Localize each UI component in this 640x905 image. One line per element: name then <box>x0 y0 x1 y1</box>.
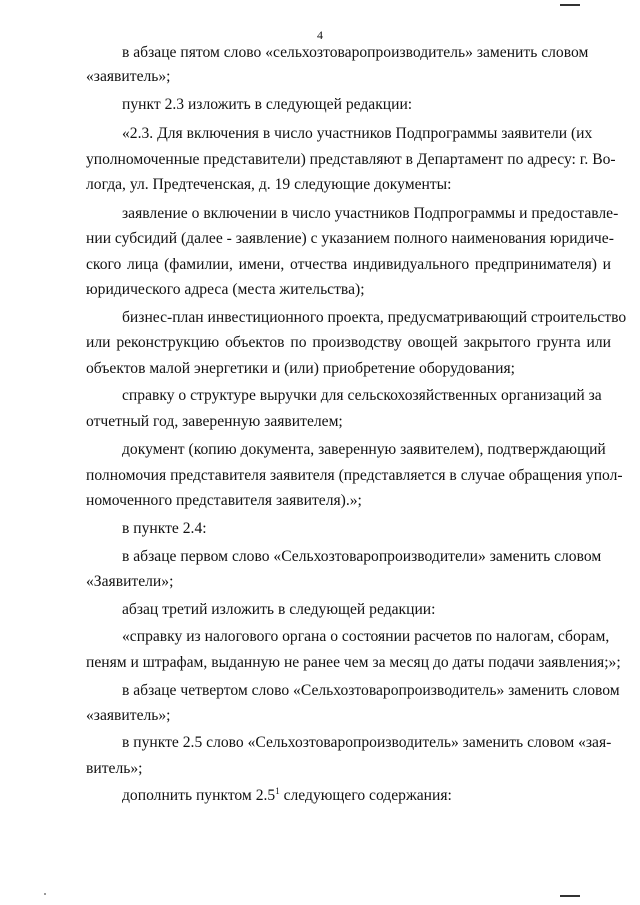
text-line: бизнес-план инвестиционного проекта, предусматривающий строительство <box>122 309 627 326</box>
text-line: документ (копию документа, заверенную заявителем), подтверждающий <box>122 441 606 458</box>
text-line: справку о структуре выручки для сельскохозяйственных организаций за <box>122 387 602 404</box>
text-line: пункт 2.3 изложить в следующей редакции: <box>122 96 413 113</box>
text-line: логда, ул. Предтеченская, д. 19 следующие документы: <box>86 176 452 193</box>
text-line: ского лица (фамилии, имени, отчества индивидуального предпринимателя) и <box>86 256 611 273</box>
text-fragment: дополнить пунктом 2.5 <box>122 787 276 804</box>
text-line: в пункте 2.4: <box>122 520 207 537</box>
text-line: юридического адреса (места жительства); <box>86 281 365 298</box>
text-line: объектов малой энергетики и (или) приобретение оборудования; <box>86 360 515 377</box>
text-line: витель»; <box>86 760 143 777</box>
text-line: заявление о включении в число участников Подпрограммы и предоставле- <box>122 205 619 222</box>
text-line: абзац третий изложить в следующей редакции: <box>122 601 436 618</box>
text-line: уполномоченные представители) представляют в Департамент по адресу: г. Во- <box>86 151 616 168</box>
text-line: или реконструкцию объектов по производству овощей закрытого грунта или <box>86 334 611 351</box>
text-line: «2.3. Для включения в число участников Подпрограммы заявители (их <box>122 125 593 142</box>
text-line: нии субсидий (далее - заявление) с указанием полного наименования юридиче- <box>86 230 614 247</box>
text-line: в абзаце первом слово «Сельхозтоваропроизводители» заменить словом <box>122 548 602 565</box>
text-line: отчетный год, заверенную заявителем; <box>86 413 343 430</box>
text-line: «справку из налогового органа о состоянии расчетов по налогам, сборам, <box>122 628 610 645</box>
scan-mark-top <box>560 0 580 6</box>
text-line: в абзаце пятом слово «сельхозтоваропроизводитель» заменить словом <box>122 44 589 61</box>
superscript: 1 <box>275 786 280 796</box>
text-line <box>122 787 452 805</box>
text-line: в абзаце четвертом слово «Сельхозтоваропроизводитель» заменить словом <box>122 682 620 699</box>
text-line: «заявитель»; <box>86 707 171 724</box>
text-fragment: следующего содержания: <box>279 787 452 804</box>
text-line: пеням и штрафам, выданную не ранее чем за месяц до даты подачи заявления;»; <box>86 654 621 671</box>
text-line: «Заявители»; <box>86 573 174 590</box>
text-line: «заявитель»; <box>86 68 171 85</box>
text-line: номоченного представителя заявителя).»; <box>86 492 362 509</box>
scan-dot-bottom <box>44 893 46 895</box>
page-number: 4 <box>317 28 323 42</box>
text-line: в пункте 2.5 слово «Сельхозтоваропроизводитель» заменить словом «зая- <box>122 734 612 751</box>
text-line: полномочия представителя заявителя (представляется в случае обращения упол- <box>86 467 623 484</box>
scan-mark-bottom <box>560 895 580 901</box>
